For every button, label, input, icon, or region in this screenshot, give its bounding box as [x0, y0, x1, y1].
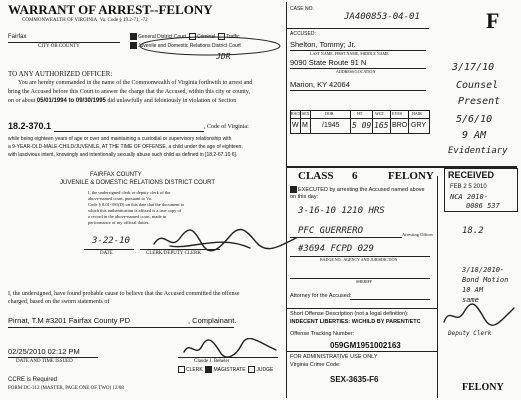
- crime-code: SEX-3635-F6: [330, 375, 379, 384]
- ccre-note: CCRE is Required: [8, 377, 58, 383]
- margin-signature: [440, 300, 518, 330]
- received-ref-1: NCA 2010-: [450, 193, 488, 201]
- tracking-label: Offense Tracking Number:: [290, 331, 355, 337]
- jdr-option: Juvenile and Domestic Relations District Court: [130, 42, 241, 49]
- code-section: 18.2-370.1: [8, 121, 52, 131]
- note-time-2: 10 AM: [462, 286, 484, 294]
- demo-race: W: [292, 122, 299, 129]
- note-time: 9 AM: [462, 130, 487, 141]
- received-ref-2: 0006 537: [466, 202, 500, 210]
- note-present: Present: [458, 96, 501, 107]
- locality: Fairfax: [8, 34, 27, 40]
- note-date-3: 3/18/2010-: [462, 266, 505, 274]
- address-caption: ADDRESS/LOCATION: [336, 69, 376, 74]
- attorney-label: Attorney for the Accused:: [290, 293, 352, 299]
- demo-header-hair: HAIR: [412, 111, 422, 116]
- offense-date-line: on or about 05/01/1994 to 09/30/1995 did unlawfully and feloniously in violation of Section: [8, 98, 237, 104]
- executed-text-2: on this day:: [290, 194, 319, 200]
- offense-text-1: while being eighteen years of age or over and maintaining a custodial or supervisory relationship with: [8, 136, 232, 142]
- clerk-label: CLERK/DEPUTY CLERK: [146, 251, 201, 256]
- complainant: Pirnat, T.M #3201 Fairfax County PD , Complainant.: [8, 316, 237, 325]
- note-evidentiary: Evidentiary: [448, 146, 508, 156]
- note-code: 18.2: [462, 226, 484, 236]
- felony-label: FELONY: [388, 170, 434, 182]
- received-date: FEB 2 5 2010: [450, 184, 487, 190]
- seal-date: 3-22-10: [92, 236, 130, 246]
- big-f-label: F: [486, 8, 500, 33]
- commonwealth-label: COMMONWEALTH OF VIRGINIA Va. Code § 19.2-71, -72: [22, 18, 148, 23]
- received-label: RECEIVED: [448, 170, 495, 180]
- judge-checkbox[interactable]: [248, 366, 255, 373]
- city-county-label: CITY OR COUNTY: [38, 44, 80, 49]
- code-suffix: , Code of Virginia:: [204, 124, 249, 130]
- felony-footer: FELONY: [462, 382, 504, 393]
- name-caption: LAST NAME, FIRST NAME, MIDDLE NAME: [310, 51, 389, 56]
- clerk-signature: [150, 226, 300, 256]
- badge-caption: BADGE NO., AGENCY AND JURISDICTION: [320, 257, 398, 262]
- offense-text-2: a 9-YEAR-OLD-MALE-CHILD/JUVENILE, AT THE TIME OF OFFENSE, a child under the age of eighteen,: [8, 144, 243, 150]
- seal-court: JUVENILE & DOMESTIC RELATIONS DISTRICT COURT: [60, 180, 216, 186]
- demo-sex: M: [302, 122, 308, 129]
- sheriff-caption: SHERIFF: [356, 279, 373, 284]
- executed-text-1: EXECUTED by arresting the Accused named above: [290, 186, 425, 193]
- demo-eyes: BRO: [392, 122, 408, 129]
- note-deputy: Deputy Clerk: [448, 330, 492, 337]
- executed-date: 3-16-10 1210 HRS: [298, 206, 385, 216]
- court-circle-mark: [138, 26, 283, 66]
- case-no: JA400853-04-01: [344, 12, 420, 22]
- tracking-no: 059GM1951002163: [330, 341, 401, 350]
- command-text-1: You are hereby commanded in the name of the Commonwealth of Virginia forthwith to arrest and: [18, 80, 253, 86]
- demo-header-race: RACE: [291, 111, 302, 116]
- demo-header-eyes: EYES: [392, 111, 402, 116]
- form-ref: FORM DC-312 (MASTER, PAGE ONE OF TWO) 12/08: [8, 386, 124, 391]
- demo-hair: GRY: [411, 122, 427, 129]
- note-date-1: 3/17/10: [452, 62, 495, 73]
- to-officer: TO ANY AUTHORIZED OFFICER:: [8, 70, 113, 78]
- clerk-checkbox[interactable]: [178, 366, 185, 373]
- issued-label: DATE AND TIME ISSUED: [16, 359, 73, 364]
- executed-checkbox[interactable]: [290, 186, 297, 193]
- warrant-title: WARRANT OF ARREST--FELONY: [8, 2, 213, 17]
- note-same: same: [462, 296, 479, 304]
- note-counsel: Counsel: [456, 80, 499, 91]
- signer-options: CLERK MAGISTRATE JUDGE: [178, 366, 273, 373]
- short-desc: INDECENT LIBERTIES: W/CHILD BY PARENT/ETC: [290, 319, 421, 325]
- demo-header-ht: HT: [357, 111, 363, 116]
- admin-use: FOR ADMINISTRATIVE USE ONLY: [290, 354, 378, 360]
- demo-header-sex: SEX: [302, 111, 310, 116]
- offense-text-3: with lascivious intent, knowingly and intentionally sexually abuse such child as defined in [18.2-67.10 6].: [8, 152, 238, 158]
- seal-county: FAIRFAX COUNTY: [90, 172, 142, 178]
- short-desc-label: Short Offense Description (not a legal definition):: [290, 311, 409, 317]
- general-district-checkbox[interactable]: [130, 33, 137, 40]
- probable-cause-2: charged, based on the sworn statements of: [8, 299, 110, 305]
- officer-caption: Arresting Officer: [402, 232, 434, 237]
- seal-line-5: a record in the above-named court, made in: [88, 214, 167, 219]
- jdr-checkbox[interactable]: [130, 42, 137, 49]
- demo-header-wgt: WGT: [375, 111, 385, 116]
- command-text-2: bring the Accused before this Court to answer the charge that the Accused, within this city or county,: [8, 89, 250, 95]
- crime-code-label: Virginia Crime Code:: [290, 362, 341, 368]
- jdr-stamp-initials: JDR: [216, 52, 231, 61]
- court-options: General District Court Criminal Traffic: [130, 33, 240, 40]
- arresting-officer: PFC GUERRERO: [298, 226, 364, 236]
- seal-line-1: I, the undersigned clerk or deputy clerk of the: [88, 190, 171, 195]
- demo-header-dob: DOB: [325, 111, 334, 116]
- demo-height: 5 09: [352, 121, 372, 130]
- issued-datetime: 02/25/2010 02:12 PM: [8, 347, 80, 356]
- seal-line-4: which this authentication is affixed is a true copy of: [88, 208, 182, 213]
- badge-info: #3694 FCPD 029: [298, 244, 374, 254]
- accused-address: 9090 State Route 91 N: [290, 58, 367, 67]
- accused-city: Marion, KY 42064: [290, 80, 350, 89]
- magistrate-checkbox[interactable]: [205, 366, 212, 373]
- case-no-label: CASE NO.: [290, 6, 314, 12]
- accused-name: Shelton, Tommy; Jr.: [290, 40, 356, 49]
- note-bond: Bond Motion: [462, 276, 509, 284]
- note-date-2: 5/6/10: [456, 114, 493, 125]
- accused-label: ACCUSED:: [290, 31, 316, 37]
- class-value: 6: [352, 170, 358, 182]
- seal-date-label: DATE: [100, 251, 113, 256]
- demo-dob: /1945: [322, 122, 340, 129]
- demo-weight: 165: [374, 121, 389, 130]
- probable-cause-1: I, the undersigned, have found probable cause to believe that the Accused committed the offense: [8, 291, 240, 297]
- seal-line-2: above-named court, pursuant to Va.: [88, 196, 152, 201]
- judge-name: Claude J. Beheler: [194, 359, 230, 364]
- seal-line-6: performance of my official duties.: [88, 220, 150, 225]
- class-label: CLASS: [298, 170, 334, 182]
- seal-line-3: Code § 8.01-391(D) on this date that the document to: [88, 202, 185, 207]
